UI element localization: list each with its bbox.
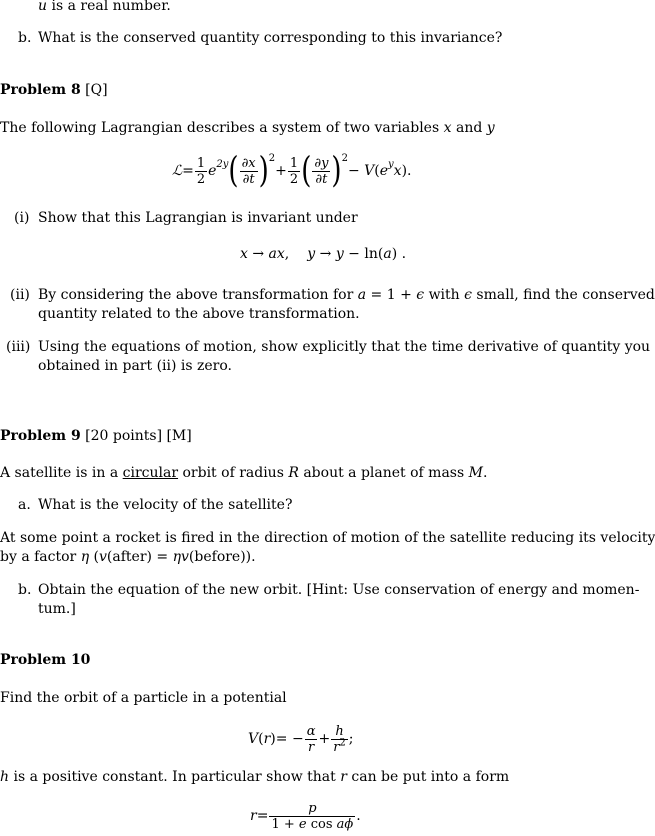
alpha-over-r: $\frac{\alpha}{r}$ — [306, 723, 316, 755]
equals-sign: = — [182, 162, 194, 179]
p9-mid-line2: by a factor η (v(after) = ηv(before)). — [0, 549, 256, 565]
part-ii-line1: By considering the above transformation for a = 1 + ϵ with ϵ small, find the conserved — [38, 287, 655, 303]
problem-8-intro — [0, 119, 495, 138]
part-i-marker: (i) — [14, 210, 30, 226]
p7-part-b-marker: b. — [18, 30, 32, 46]
p7-continuation-line — [38, 0, 171, 16]
potential-term: − V — [347, 162, 375, 179]
half-fraction: $\frac{1}{2}$ — [196, 155, 206, 187]
part-iii-marker: (iii) — [6, 339, 31, 355]
orbit-equation: r = $\frac{p}{\text{1 + e cos aϕ}}$ . — [250, 800, 361, 832]
left-paren-2: ( — [301, 150, 312, 192]
problem-8-heading — [0, 81, 108, 100]
p9-part-b-marker: b. — [18, 582, 32, 598]
var-y: y — [486, 120, 495, 136]
problem-10-intro: Find the orbit of a particle in a potential — [0, 690, 287, 706]
part-ii-line2: quantity related to the above transformation. — [38, 306, 360, 322]
h-over-r-squared: $\frac{h}{r^2}$ — [333, 723, 346, 755]
part-iii-line2: obtained in part (ii) is zero. — [38, 358, 233, 374]
lagrangian-symbol: ℒ — [172, 162, 183, 179]
problem-9-intro: A satellite is in a circular orbit of radius R about a planet of mass M. — [0, 465, 488, 481]
arg-exp-base: e — [379, 162, 389, 179]
problem-9-title: Problem 9 — [0, 428, 81, 444]
problem-8-tag: [Q] — [85, 82, 108, 98]
plus-sign: + — [275, 162, 287, 179]
arg-x: x — [393, 162, 402, 179]
potential-equation: V ( r ) = − $\frac{\alpha}{r}$ + $\frac{h}{r^2}$ ; — [248, 723, 354, 755]
p9-mid-line1: At some point a rocket is fired in the direction of motion of the satellite reducing its velocity — [0, 530, 655, 546]
problem-9-tag: [20 points] [M] — [85, 428, 192, 444]
left-paren: ( — [228, 150, 239, 192]
var-x: x — [443, 120, 452, 136]
intro-text: The following Lagrangian describes a system of two variables — [0, 120, 444, 136]
p9-part-a-marker: a. — [18, 497, 31, 513]
dx-dt-fraction: $\frac{\partial x}{\partial t}$ — [241, 155, 256, 187]
intro-and: and — [451, 120, 487, 136]
paren-close: ) — [401, 162, 408, 179]
underlined-circular: circular — [122, 465, 179, 481]
p7-part-b-text: What is the conserved quantity corresponding to this invariance? — [38, 30, 503, 46]
p9-part-b-line1: Obtain the equation of the new orbit. [Hint: Use conservation of energy and momen- — [38, 582, 640, 598]
right-paren-2: ) — [331, 150, 342, 192]
p9-part-a-text: What is the velocity of the satellite? — [38, 497, 293, 513]
problem-9-heading — [0, 427, 192, 446]
problem-8-title: Problem 8 — [0, 82, 81, 98]
part-i-text: Show that this Lagrangian is invariant under — [38, 210, 358, 226]
var-u: u — [38, 0, 48, 14]
exp-base: e — [208, 162, 217, 179]
lagrangian-equation: ℒ = $\frac{1}{2}$ e $^{2y}$ ( $\frac{\partial x}{\partial t}$ ) $^2$ + $\frac{1}{2}$ ( $\frac{\partial y}{\partial t}$ ) $^2$ − V ( e $^y$ x ) . — [172, 150, 412, 192]
part-ii-marker: (ii) — [10, 287, 30, 303]
problem-10-line: h is a positive constant. In particular show that r can be put into a form — [0, 769, 510, 785]
paren-open: ( — [374, 162, 380, 179]
p9-part-b-line2: tum.] — [38, 601, 76, 617]
p7-line-text: is a real number. — [47, 0, 171, 14]
half-fraction-2: $\frac{1}{2}$ — [289, 155, 299, 187]
right-paren: ) — [258, 150, 269, 192]
problem-10-heading: Problem 10 — [0, 652, 91, 668]
orbit-fraction: $\frac{p}{\text{1 + e cos aϕ}}$ — [271, 800, 354, 832]
equation-end: . — [407, 162, 412, 179]
part-iii-line1: Using the equations of motion, show explicitly that the time derivative of quantity you — [38, 339, 651, 355]
transformation-equation: x → ax, y → y − ln(a) . — [240, 246, 407, 262]
dy-dt-fraction: $\frac{\partial y}{\partial t}$ — [314, 155, 329, 187]
